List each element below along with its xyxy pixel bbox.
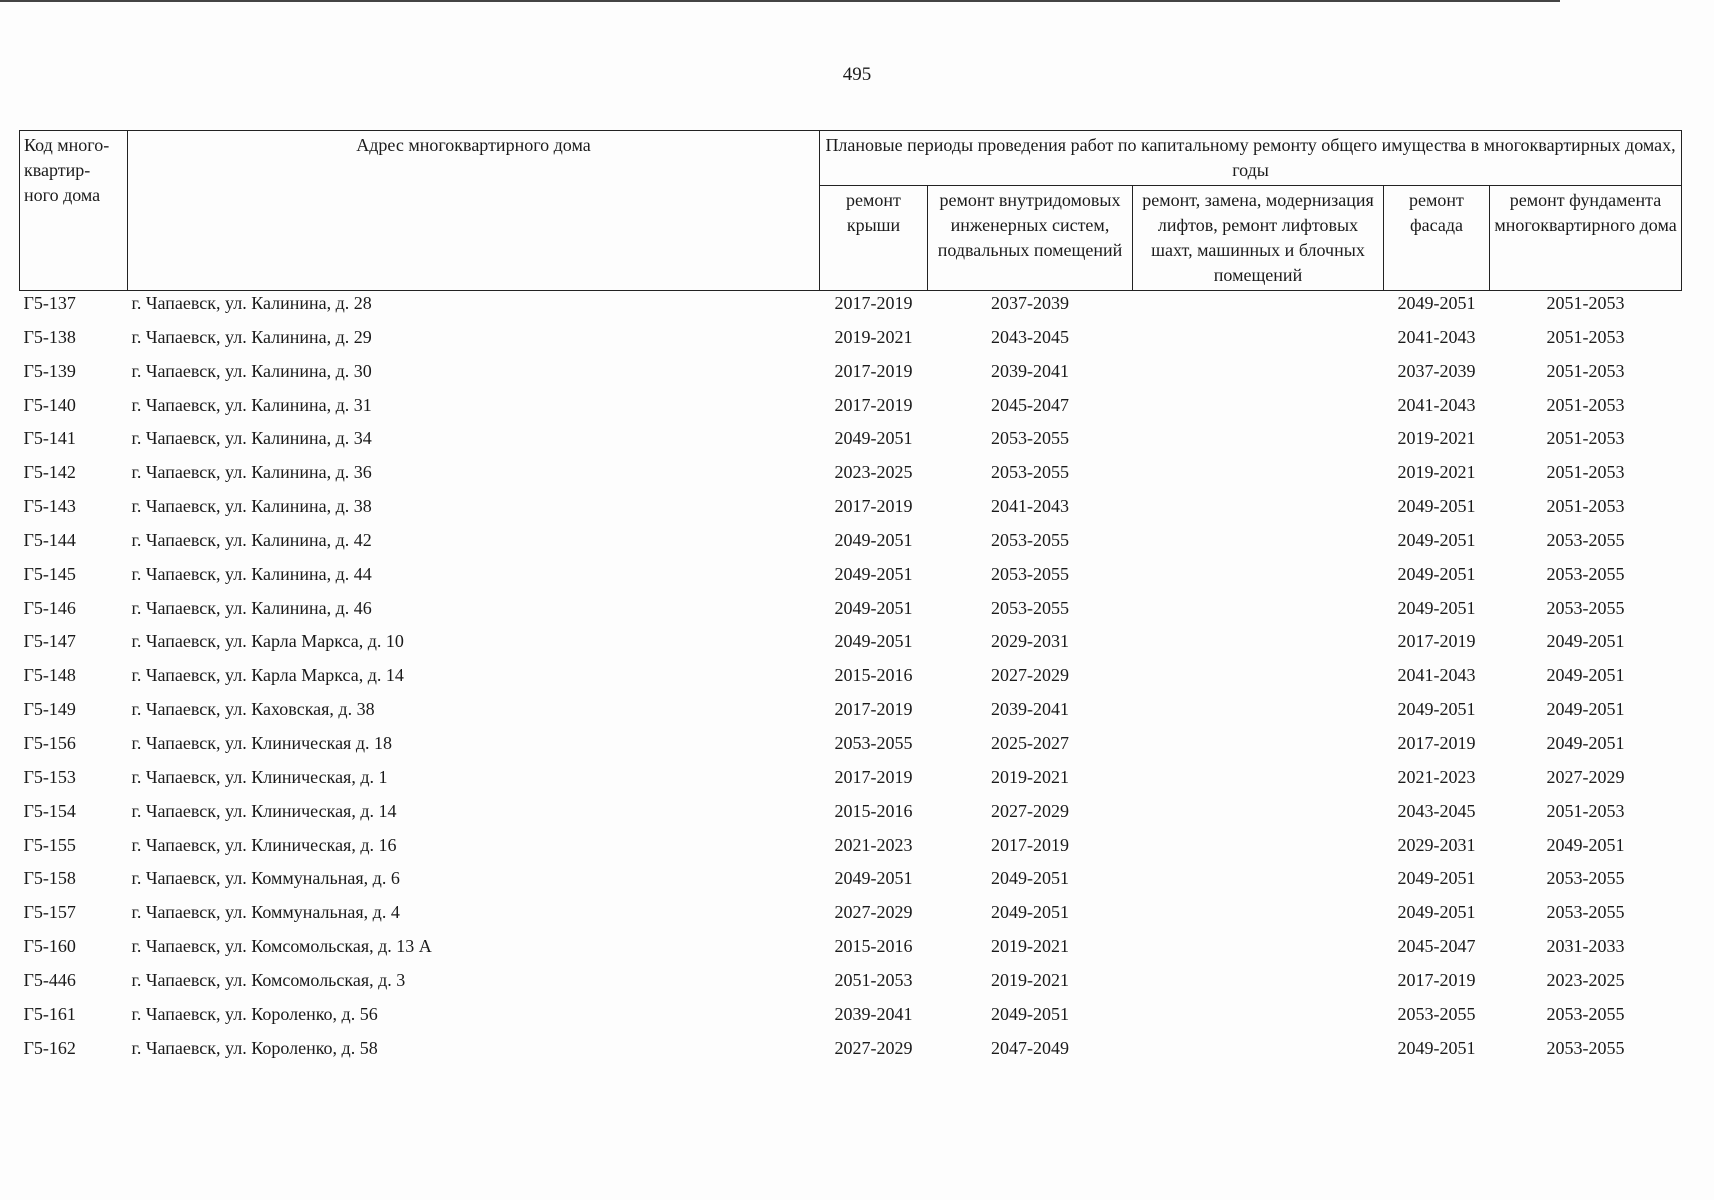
header-code: Код много-квартир-ного дома <box>20 131 128 291</box>
cell-address: г. Чапаевск, ул. Калинина, д. 29 <box>131 326 372 347</box>
table-row <box>20 835 1682 869</box>
cell-elevators <box>1133 970 1384 1004</box>
cell-code: Г5-158 <box>23 868 76 889</box>
header-elevators: ремонт, замена, модернизация лифтов, ремонт лифтовых шахт, машинных и блочных помещений <box>1133 186 1384 291</box>
cell-code: Г5-153 <box>23 766 76 787</box>
cell-code: Г5-142 <box>23 462 76 483</box>
cell-roof: 2049-2051 <box>834 428 913 449</box>
cell-engineering: 2053-2055 <box>991 428 1069 449</box>
cell-engineering: 2025-2027 <box>991 732 1069 753</box>
cell-engineering: 2027-2029 <box>991 800 1069 821</box>
cell-roof: 2017-2019 <box>834 394 913 415</box>
cell-engineering: 2047-2049 <box>991 1037 1069 1058</box>
table-row <box>20 496 1682 530</box>
cell-roof: 2015-2016 <box>834 665 913 686</box>
cell-engineering: 2049-2051 <box>991 1003 1069 1024</box>
cell-roof: 2049-2051 <box>834 597 913 618</box>
table-row <box>20 1038 1682 1072</box>
cell-facade: 2049-2051 <box>1397 597 1476 618</box>
cell-foundation: 2051-2053 <box>1546 293 1625 313</box>
cell-facade: 2049-2051 <box>1397 563 1476 584</box>
table-row <box>20 327 1682 361</box>
cell-foundation: 2049-2051 <box>1546 631 1625 652</box>
cell-roof: 2017-2019 <box>834 496 913 517</box>
cell-engineering: 2053-2055 <box>991 529 1069 550</box>
cell-foundation: 2049-2051 <box>1546 732 1625 753</box>
cell-engineering: 2049-2051 <box>991 902 1069 923</box>
cell-address: г. Чапаевск, ул. Калинина, д. 46 <box>131 597 372 618</box>
cell-facade: 2019-2021 <box>1397 462 1476 483</box>
cell-facade: 2049-2051 <box>1397 868 1476 889</box>
cell-roof: 2023-2025 <box>834 462 913 483</box>
cell-elevators <box>1133 564 1384 598</box>
cell-elevators <box>1133 699 1384 733</box>
cell-engineering: 2027-2029 <box>991 665 1069 686</box>
cell-foundation: 2031-2033 <box>1546 936 1625 957</box>
cell-address: г. Чапаевск, ул. Калинина, д. 30 <box>131 360 372 381</box>
cell-elevators <box>1133 496 1384 530</box>
header-roof: ремонт крыши <box>820 186 928 291</box>
header-foundation: ремонт фундамента многоквартирного дома <box>1490 186 1682 291</box>
cell-roof: 2049-2051 <box>834 563 913 584</box>
table-row <box>20 767 1682 801</box>
cell-elevators <box>1133 631 1384 665</box>
table-row <box>20 530 1682 564</box>
cell-foundation: 2051-2053 <box>1546 496 1625 517</box>
table-row <box>20 428 1682 462</box>
cell-elevators <box>1133 428 1384 462</box>
cell-elevators <box>1133 801 1384 835</box>
cell-roof: 2017-2019 <box>834 766 913 787</box>
top-rule <box>0 0 1560 2</box>
table-row <box>20 564 1682 598</box>
cell-facade: 2037-2039 <box>1397 360 1476 381</box>
cell-foundation: 2053-2055 <box>1546 597 1625 618</box>
cell-facade: 2049-2051 <box>1397 699 1476 720</box>
cell-facade: 2049-2051 <box>1397 1037 1476 1058</box>
cell-code: Г5-156 <box>23 732 76 753</box>
cell-engineering: 2053-2055 <box>991 597 1069 618</box>
header-facade: ремонт фасада <box>1384 186 1490 291</box>
page-number: 495 <box>842 64 872 85</box>
cell-elevators <box>1133 733 1384 767</box>
cell-roof: 2051-2053 <box>834 969 913 990</box>
cell-address: г. Чапаевск, ул. Карла Маркса, д. 10 <box>131 631 404 652</box>
cell-facade: 2041-2043 <box>1397 326 1476 347</box>
cell-elevators <box>1133 1004 1384 1038</box>
cell-roof: 2015-2016 <box>834 800 913 821</box>
cell-engineering: 2049-2051 <box>991 868 1069 889</box>
cell-foundation: 2053-2055 <box>1546 1037 1625 1058</box>
cell-code: Г5-162 <box>23 1037 76 1058</box>
cell-foundation: 2053-2055 <box>1546 1003 1625 1024</box>
cell-address: г. Чапаевск, ул. Клиническая, д. 1 <box>131 766 388 787</box>
cell-foundation: 2051-2053 <box>1546 800 1625 821</box>
cell-address: г. Чапаевск, ул. Коммунальная, д. 4 <box>131 902 400 923</box>
cell-roof: 2039-2041 <box>834 1003 913 1024</box>
table-row <box>20 598 1682 632</box>
cell-address: г. Чапаевск, ул. Калинина, д. 42 <box>131 529 372 550</box>
cell-address: г. Чапаевск, ул. Калинина, д. 31 <box>131 394 372 415</box>
table-row <box>20 395 1682 429</box>
table-row <box>20 699 1682 733</box>
cell-roof: 2021-2023 <box>834 834 913 855</box>
cell-engineering: 2045-2047 <box>991 394 1069 415</box>
cell-foundation: 2027-2029 <box>1546 766 1625 787</box>
cell-engineering: 2039-2041 <box>991 360 1069 381</box>
cell-facade: 2045-2047 <box>1397 936 1476 957</box>
cell-elevators <box>1133 936 1384 970</box>
table-row <box>20 733 1682 767</box>
cell-address: г. Чапаевск, ул. Калинина, д. 36 <box>131 462 372 483</box>
cell-roof: 2017-2019 <box>834 360 913 381</box>
cell-foundation: 2053-2055 <box>1546 902 1625 923</box>
header-periods: Плановые периоды проведения работ по капитальному ремонту общего имущества в многоквартирных домах, годы <box>820 131 1682 186</box>
cell-code: Г5-148 <box>23 665 76 686</box>
cell-engineering: 2043-2045 <box>991 326 1069 347</box>
cell-foundation: 2051-2053 <box>1546 394 1625 415</box>
cell-engineering: 2037-2039 <box>991 293 1069 313</box>
repair-schedule-table <box>19 130 1682 1071</box>
cell-foundation: 2051-2053 <box>1546 326 1625 347</box>
cell-address: г. Чапаевск, ул. Клиническая, д. 14 <box>131 800 397 821</box>
cell-foundation: 2051-2053 <box>1546 428 1625 449</box>
cell-foundation: 2053-2055 <box>1546 868 1625 889</box>
cell-roof: 2027-2029 <box>834 1037 913 1058</box>
cell-foundation: 2049-2051 <box>1546 665 1625 686</box>
cell-facade: 2017-2019 <box>1397 969 1476 990</box>
header-engineering: ремонт внутридомовых инженерных систем, подвальных помещений <box>928 186 1133 291</box>
cell-facade: 2019-2021 <box>1397 428 1476 449</box>
cell-code: Г5-138 <box>23 326 76 347</box>
cell-code: Г5-157 <box>23 902 76 923</box>
cell-address: г. Чапаевск, ул. Калинина, д. 44 <box>131 563 372 584</box>
cell-code: Г5-141 <box>23 428 76 449</box>
cell-facade: 2041-2043 <box>1397 394 1476 415</box>
cell-foundation: 2049-2051 <box>1546 699 1625 720</box>
cell-facade: 2017-2019 <box>1397 631 1476 652</box>
cell-address: г. Чапаевск, ул. Клиническая д. 18 <box>131 732 392 753</box>
cell-address: г. Чапаевск, ул. Калинина, д. 34 <box>131 428 372 449</box>
table-row <box>20 665 1682 699</box>
cell-foundation: 2049-2051 <box>1546 834 1625 855</box>
cell-facade: 2041-2043 <box>1397 665 1476 686</box>
cell-elevators <box>1133 665 1384 699</box>
cell-address: г. Чапаевск, ул. Комсомольская, д. 13 А <box>131 936 432 957</box>
cell-address: г. Чапаевск, ул. Комсомольская, д. 3 <box>131 969 406 990</box>
cell-facade: 2049-2051 <box>1397 902 1476 923</box>
cell-code: Г5-137 <box>23 293 76 313</box>
cell-code: Г5-144 <box>23 529 76 550</box>
table-row <box>20 801 1682 835</box>
cell-code: Г5-146 <box>23 597 76 618</box>
cell-elevators <box>1133 1038 1384 1072</box>
cell-code: Г5-143 <box>23 496 76 517</box>
cell-facade: 2049-2051 <box>1397 529 1476 550</box>
cell-elevators <box>1133 902 1384 936</box>
cell-facade: 2043-2045 <box>1397 800 1476 821</box>
cell-code: Г5-155 <box>23 834 76 855</box>
cell-engineering: 2039-2041 <box>991 699 1069 720</box>
cell-roof: 2027-2029 <box>834 902 913 923</box>
table-body <box>20 291 1682 1072</box>
table-row <box>20 970 1682 1004</box>
cell-facade: 2049-2051 <box>1397 496 1476 517</box>
table-row <box>20 902 1682 936</box>
cell-elevators <box>1133 327 1384 361</box>
cell-code: Г5-140 <box>23 394 76 415</box>
table-row <box>20 291 1682 327</box>
cell-roof: 2053-2055 <box>834 732 913 753</box>
cell-code: Г5-147 <box>23 631 76 652</box>
table-header <box>20 131 1682 291</box>
cell-code: Г5-161 <box>23 1003 76 1024</box>
header-address: Адрес многоквартирного дома <box>128 131 820 291</box>
table-row <box>20 868 1682 902</box>
cell-engineering: 2029-2031 <box>991 631 1069 652</box>
cell-elevators <box>1133 291 1384 327</box>
cell-engineering: 2019-2021 <box>991 969 1069 990</box>
cell-roof: 2015-2016 <box>834 936 913 957</box>
cell-elevators <box>1133 868 1384 902</box>
cell-elevators <box>1133 767 1384 801</box>
cell-engineering: 2017-2019 <box>991 834 1069 855</box>
cell-elevators <box>1133 530 1384 564</box>
cell-foundation: 2051-2053 <box>1546 360 1625 381</box>
cell-code: Г5-145 <box>23 563 76 584</box>
cell-engineering: 2019-2021 <box>991 766 1069 787</box>
cell-elevators <box>1133 462 1384 496</box>
cell-address: г. Чапаевск, ул. Короленко, д. 58 <box>131 1037 378 1058</box>
cell-facade: 2021-2023 <box>1397 766 1476 787</box>
table-row <box>20 1004 1682 1038</box>
cell-roof: 2049-2051 <box>834 529 913 550</box>
cell-address: г. Чапаевск, ул. Калинина, д. 38 <box>131 496 372 517</box>
cell-engineering: 2053-2055 <box>991 563 1069 584</box>
table-row <box>20 361 1682 395</box>
cell-code: Г5-154 <box>23 800 76 821</box>
cell-roof: 2049-2051 <box>834 868 913 889</box>
cell-elevators <box>1133 598 1384 632</box>
cell-roof: 2017-2019 <box>834 293 913 313</box>
table-row <box>20 631 1682 665</box>
cell-foundation: 2051-2053 <box>1546 462 1625 483</box>
cell-code: Г5-139 <box>23 360 76 381</box>
cell-engineering: 2019-2021 <box>991 936 1069 957</box>
cell-engineering: 2053-2055 <box>991 462 1069 483</box>
cell-address: г. Чапаевск, ул. Короленко, д. 56 <box>131 1003 378 1024</box>
table-row <box>20 936 1682 970</box>
cell-roof: 2049-2051 <box>834 631 913 652</box>
cell-foundation: 2023-2025 <box>1546 969 1625 990</box>
cell-engineering: 2041-2043 <box>991 496 1069 517</box>
cell-code: Г5-446 <box>23 969 76 990</box>
cell-address: г. Чапаевск, ул. Клиническая, д. 16 <box>131 834 397 855</box>
cell-facade: 2053-2055 <box>1397 1003 1476 1024</box>
cell-code: Г5-160 <box>23 936 76 957</box>
cell-foundation: 2053-2055 <box>1546 563 1625 584</box>
cell-address: г. Чапаевск, ул. Коммунальная, д. 6 <box>131 868 400 889</box>
cell-elevators <box>1133 361 1384 395</box>
cell-address: г. Чапаевск, ул. Карла Маркса, д. 14 <box>131 665 404 686</box>
cell-address: г. Чапаевск, ул. Калинина, д. 28 <box>131 293 372 313</box>
cell-elevators <box>1133 835 1384 869</box>
cell-facade: 2029-2031 <box>1397 834 1476 855</box>
table-row <box>20 462 1682 496</box>
cell-facade: 2017-2019 <box>1397 732 1476 753</box>
cell-foundation: 2053-2055 <box>1546 529 1625 550</box>
cell-facade: 2049-2051 <box>1397 293 1476 313</box>
cell-address: г. Чапаевск, ул. Каховская, д. 38 <box>131 699 375 720</box>
cell-code: Г5-149 <box>23 699 76 720</box>
cell-elevators <box>1133 395 1384 429</box>
cell-roof: 2017-2019 <box>834 699 913 720</box>
cell-roof: 2019-2021 <box>834 326 913 347</box>
